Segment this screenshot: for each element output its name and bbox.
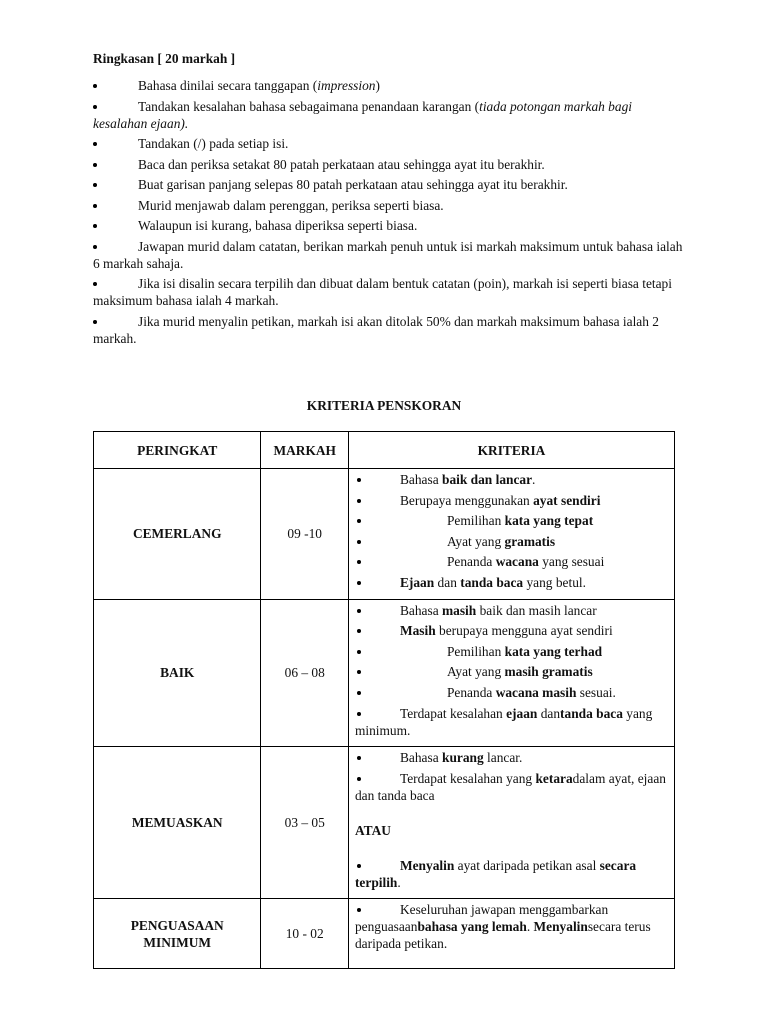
criteria-emphasis: Masih [399,623,436,639]
criteria-emphasis: Menyalin [399,857,455,873]
criteria-cell [348,599,674,747]
criteria-text: berupaya mengguna ayat sendiri [435,623,613,639]
criteria-text: Pemilihan [446,643,505,659]
summary-heading: Ringkasan [ 20 markah ] [93,51,236,66]
bullet-icon [357,691,361,695]
criteria-text: dan [537,705,561,721]
criteria-text: baik dan masih lancar [476,602,597,618]
item-text: Jika isi disalin secara terpilih dan dibuat dalam bentuk catatan (poin), markah isi seperti biasa tetapi maksimum bahasa ialah 4 markah. [93,276,672,308]
criteria-cell [348,747,674,899]
bullet-icon [357,560,361,564]
bullet-icon [357,670,361,674]
list-item [93,176,683,193]
bullet-icon [93,282,97,286]
criteria-emphasis: baik dan lancar [442,472,533,487]
criteria-emphasis: wacana masih [495,684,577,700]
criteria-emphasis: Menyalin [533,919,588,935]
criteria-item [355,574,668,591]
criteria-text: Bahasa [399,750,442,766]
criteria-cell [348,899,674,969]
table-body [94,469,675,969]
level-cell: BAIK [94,599,261,747]
bullet-icon [93,84,97,88]
criteria-item [355,770,668,804]
criteria-list [355,749,668,804]
criteria-text: yang sesuai [538,554,605,570]
bullet-icon [93,320,97,324]
criteria-emphasis: kata yang terhad [504,643,603,659]
header-marks: MARKAH [261,432,349,469]
list-item [93,156,683,173]
bullet-icon [357,777,361,781]
bullet-icon [93,183,97,187]
item-text: Baca dan periksa setakat 80 patah perkataan atau sehingga ayat itu berakhir. [138,156,545,172]
criteria-item [355,622,668,639]
criteria-list [355,602,668,739]
header-criteria: KRITERIA [348,432,674,469]
list-item [93,77,683,94]
bullet-icon [357,650,361,654]
item-text: Bahasa dinilai secara tanggapan ( [138,78,318,93]
scoring-title: KRITERIA PENSKORAN [306,398,462,413]
criteria-list [355,901,668,952]
or-separator: ATAU [354,822,391,838]
bullet-icon [93,142,97,146]
criteria-text: Pemilihan [446,513,505,529]
criteria-text: sesuai. [576,684,616,700]
criteria-text: Bahasa [399,472,442,487]
table-row [94,469,675,600]
item-text: Tandakan (/) pada setiap isi. [138,136,289,151]
criteria-item [355,857,668,891]
criteria-text: Penanda [446,684,496,700]
bullet-icon [93,245,97,249]
criteria-item [355,602,668,619]
criteria-item [355,663,668,680]
criteria-text: Penanda [446,554,496,570]
criteria-item [355,533,668,550]
bullet-icon [357,864,361,868]
criteria-text: Keseluruhan jawapan menggambarkan penguasaan [354,902,609,935]
criteria-text: secara terus daripada petikan. [354,919,651,952]
item-italic: tiada potongan markah bagi kesalahan ejaan). [93,98,632,131]
criteria-emphasis: tanda baca [560,705,623,721]
criteria-text: Bahasa [399,602,442,618]
bullet-icon [357,540,361,544]
criteria-emphasis: kata yang tepat [504,513,594,529]
criteria-text: . [397,874,401,890]
criteria-text: ayat daripada petikan asal [454,857,600,873]
criteria-item [355,492,668,509]
bullet-icon [357,908,361,912]
list-item [93,217,683,234]
criteria-emphasis: Ejaan [399,574,435,590]
bullet-icon [357,499,361,503]
criteria-emphasis: tanda baca [460,574,524,590]
bullet-icon [357,629,361,633]
item-text: Tandakan kesalahan bahasa sebagaimana penandaan karangan ( [138,98,480,114]
list-item [93,275,683,309]
criteria-item [355,471,668,488]
bullet-icon [93,105,97,109]
bullet-icon [93,163,97,167]
criteria-text: lancar. [483,750,523,766]
list-item [93,197,683,214]
criteria-item [355,901,668,952]
criteria-emphasis: bahasa yang lemah [417,919,527,935]
criteria-text: yang betul. [523,574,586,590]
bullet-icon [357,756,361,760]
criteria-list [355,471,668,591]
level-cell: CEMERLANG [94,469,261,600]
criteria-text: Ayat yang [446,533,505,549]
bullet-icon [357,519,361,523]
list-item [93,135,683,152]
item-text: Walaupun isi kurang, bahasa diperiksa seperti biasa. [138,218,418,233]
criteria-text: Terdapat kesalahan [399,705,507,721]
criteria-item [355,553,668,570]
bullet-icon [357,581,361,585]
header-level: PERINGKAT [94,432,261,469]
criteria-text: . [526,919,534,935]
criteria-list [355,857,668,891]
bullet-icon [357,478,361,482]
level-cell: PENGUASAAN MINIMUM [94,899,261,969]
bullet-icon [93,224,97,228]
criteria-emphasis: ketara [535,770,573,786]
summary-list [93,77,683,347]
criteria-text: Ayat yang [446,664,505,680]
criteria-item [355,684,668,701]
criteria-emphasis: ejaan [506,705,538,721]
table-row [94,899,675,969]
criteria-item [355,705,668,739]
table-header-row [94,432,675,469]
criteria-item [355,512,668,529]
marks-cell: 06 – 08 [261,599,349,747]
criteria-text: . [532,472,536,487]
criteria-emphasis: masih [442,602,477,618]
item-text-end: ) [375,78,380,93]
list-item [93,238,683,272]
table-row [94,599,675,747]
item-text: Buat garisan panjang selepas 80 patah perkataan atau sehingga ayat itu berakhir. [138,177,568,192]
item-text: Jika murid menyalin petikan, markah isi akan ditolak 50% dan markah maksimum bahasa ialah 2 markah. [93,313,659,346]
marks-cell: 10 - 02 [261,899,349,969]
criteria-emphasis: secara terpilih [354,857,637,890]
criteria-item [355,643,668,660]
criteria-emphasis: gramatis [504,533,556,549]
bullet-icon [357,712,361,716]
bullet-icon [357,609,361,613]
criteria-text: yang minimum. [354,705,653,738]
criteria-item [355,749,668,766]
criteria-emphasis: kurang [442,750,484,766]
bullet-icon [93,204,97,208]
item-italic: impression [317,78,376,93]
criteria-emphasis: wacana [495,554,539,570]
criteria-text: Berupaya menggunakan [399,492,534,508]
criteria-text: dalam ayat, ejaan dan tanda baca [354,770,666,803]
table-row [94,747,675,899]
criteria-text: Terdapat kesalahan yang [399,770,536,786]
criteria-emphasis: masih gramatis [504,664,593,680]
level-cell: MEMUASKAN [94,747,261,899]
marks-cell: 09 -10 [261,469,349,600]
criteria-cell [348,469,674,600]
criteria-emphasis: ayat sendiri [533,492,601,508]
marks-cell: 03 – 05 [261,747,349,899]
criteria-text: dan [434,574,461,590]
item-text: Jawapan murid dalam catatan, berikan markah penuh untuk isi markah maksimum untuk bahasa ialah 6 markah sahaja. [93,238,683,271]
item-text: Murid menjawab dalam perenggan, periksa seperti biasa. [138,197,444,213]
list-item [93,313,683,347]
summary-section [93,50,683,350]
scoring-table [93,431,675,969]
list-item [93,98,683,132]
